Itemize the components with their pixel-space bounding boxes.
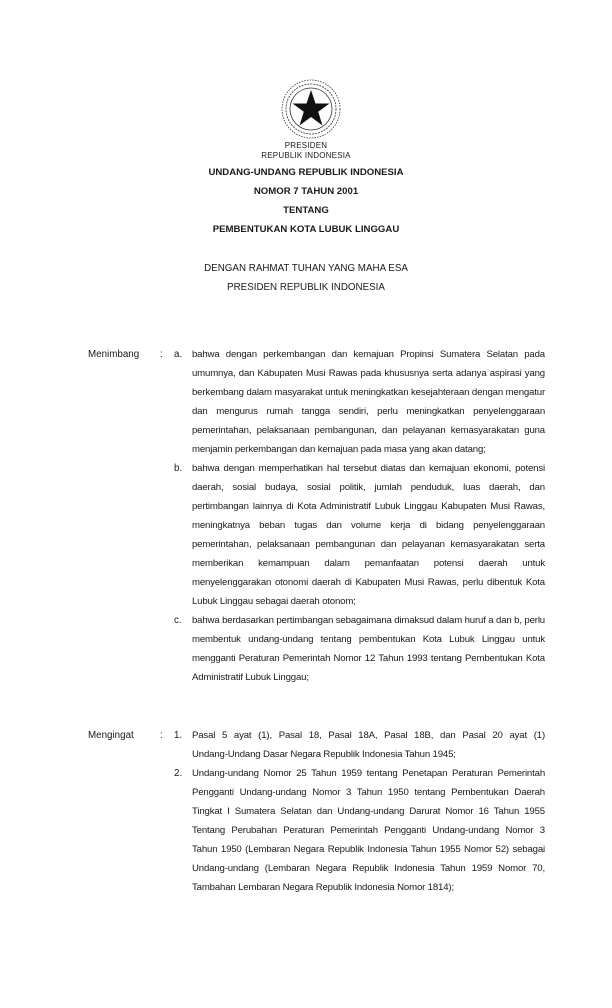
item-text-line: mengganti Peraturan Pemerintah Nomor 12 Tahun 1993 tentang Pembentukan Kota: [192, 653, 545, 664]
item-text-line: bahwa dengan memperhatikan hal tersebut diatas dan kemajuan ekonomi, potensi: [192, 463, 545, 474]
section-label: Menimbang: [88, 349, 140, 360]
item-text-line: Tambahan Lembaran Negara Republik Indonesia Nomor 1814);: [192, 882, 454, 893]
law-about: TENTANG: [283, 205, 329, 216]
preamble-line-1: DENGAN RAHMAT TUHAN YANG MAHA ESA: [204, 263, 408, 274]
item-text-line: membentuk undang-undang tentang pembentukan Kota Lubuk Linggau untuk: [192, 634, 545, 645]
item-text-line: dan mengurus rumah tangga sendiri, perlu meningkatkan penyelenggaraan: [192, 406, 545, 417]
office-line-1: PRESIDEN: [284, 141, 328, 150]
item-text-line: bahwa dengan perkembangan dan kemajuan Propinsi Sumatera Selatan pada: [192, 349, 545, 360]
item-text-line: meningkatnya beban tugas dan volume kerja di bidang penyelenggaraan: [192, 520, 545, 531]
section-label: Mengingat: [88, 730, 134, 741]
item-text-line: menjamin perkembangan dan kemajuan pada masa yang akan datang;: [192, 444, 486, 455]
item-text-line: Pasal 5 ayat (1), Pasal 18, Pasal 18A, Pasal 18B, dan Pasal 20 ayat (1): [192, 730, 545, 741]
item-text-line: daerah, sosial budaya, sosial politik, jumlah penduduk, luas daerah, dan: [192, 482, 545, 493]
item-text-line: Lubuk Linggau sebagai daerah otonom;: [192, 596, 356, 607]
item-text-line: Tingkat I Sumatera Selatan dan Undang-undang Darurat Nomor 16 Tahun 1955: [192, 806, 545, 817]
garuda-star-emblem-icon: [280, 78, 342, 140]
item-text-line: pemerintahan, pelaksanaan pembangunan dan pelayanan kemasyarakatan serta: [192, 539, 545, 550]
law-title: UNDANG-UNDANG REPUBLIK INDONESIA: [208, 167, 404, 178]
item-text-line: bahwa berdasarkan pertimbangan sebagaimana dimaksud dalam huruf a dan b, perlu: [192, 615, 545, 626]
section-colon: :: [160, 730, 163, 741]
item-text-line: Undang-Undang Dasar Negara Republik Indonesia Tahun 1945;: [192, 749, 456, 760]
section-colon: :: [160, 349, 163, 360]
item-text-line: Tahun 1950 (Lembaran Negara Republik Indonesia Tahun 1955 Nomor 52) sebagai: [192, 844, 545, 855]
item-marker: c.: [174, 615, 182, 626]
item-text-line: umumnya, dan Kabupaten Musi Rawas pada khususnya serta adanya aspirasi yang: [192, 368, 545, 379]
item-text-line: berkembang dalam masyarakat untuk meningkatkan kesejahteraan dengan mengatur: [192, 387, 545, 398]
office-line-2: REPUBLIK INDONESIA: [261, 151, 351, 160]
item-marker: 2.: [174, 768, 183, 779]
item-text-line: Undang-undang Nomor 25 Tahun 1959 tentang Penetapan Peraturan Pemerintah: [192, 768, 545, 779]
item-marker: a.: [174, 349, 183, 360]
item-text-line: Tentang Perubahan Peraturan Pemerintah Pengganti Undang-undang Nomor 3: [192, 825, 545, 836]
law-subject: PEMBENTUKAN KOTA LUBUK LINGGAU: [212, 224, 400, 235]
law-number: NOMOR 7 TAHUN 2001: [253, 186, 359, 197]
item-text-line: Administratif Lubuk Linggau;: [192, 672, 309, 683]
preamble-line-2: PRESIDEN REPUBLIK INDONESIA: [227, 282, 385, 293]
item-text-line: pertimbangan lainnya di Kota Administratif Lubuk Linggau Kabupaten Musi Rawas,: [192, 501, 545, 512]
item-text-line: Pengganti Undang-undang Nomor 3 Tahun 1950 tentang Pembentukan Daerah: [192, 787, 545, 798]
item-text-line: Undang-undang (Lembaran Negara Republik Indonesia Tahun 1959 Nomor 70,: [192, 863, 545, 874]
item-marker: 1.: [174, 730, 183, 741]
item-marker: b.: [174, 463, 183, 474]
item-text-line: pemerintahan, pelaksanaan pembangunan, dan pelayanan kemasyarakatan guna: [192, 425, 545, 436]
item-text-line: menyelenggarakan otonomi daerah di Kabupaten Musi Rawas, perlu dibentuk Kota: [192, 577, 545, 588]
item-text-line: memberikan kemampuan dalam pemanfaatan potensi daerah untuk: [192, 558, 545, 569]
